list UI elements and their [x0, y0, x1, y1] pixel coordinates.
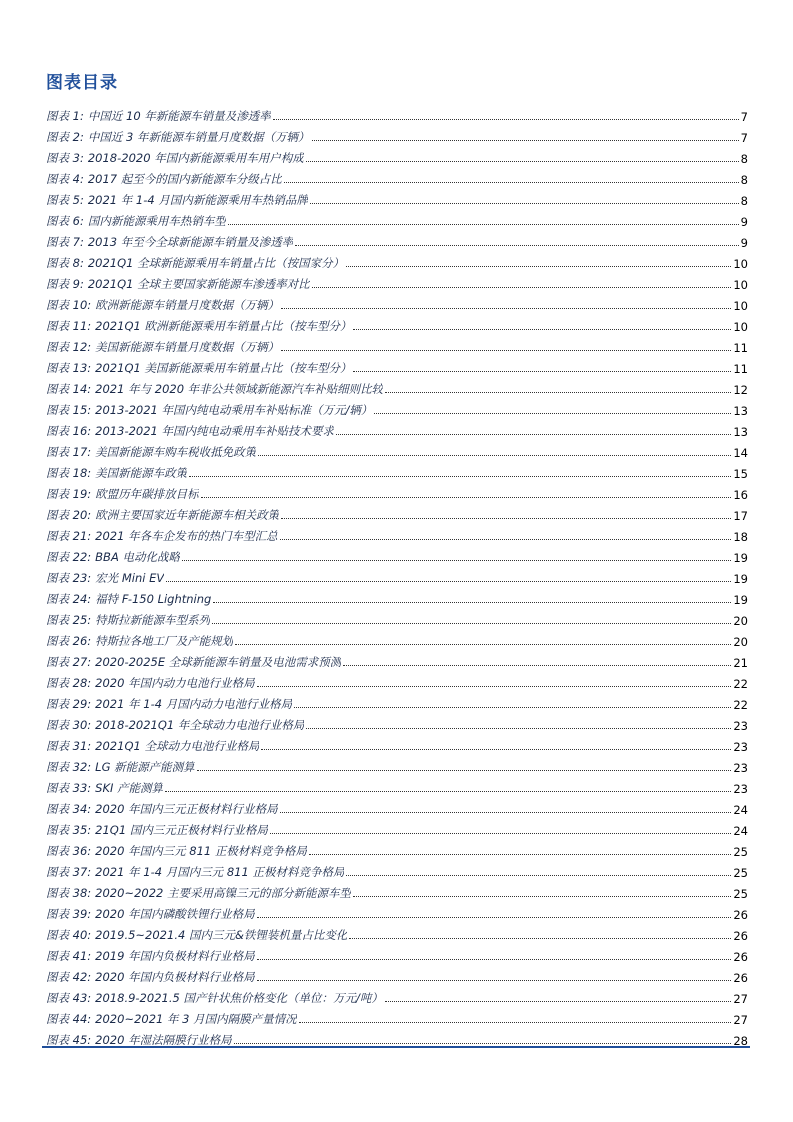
toc-entry-label: 图表 14: [46, 382, 92, 396]
toc-entry-text: LG 新能源产能测算 [95, 760, 195, 774]
toc-entry-text: 2020~2022 主要采用高镍三元的部分新能源车型 [95, 886, 351, 900]
toc-entry-page-number: 12 [733, 383, 748, 397]
toc-dot-leader [312, 287, 732, 288]
toc-entry-label: 图表 18: [46, 466, 92, 480]
toc-entry-text: 2021 年各车企发布的热门车型汇总 [95, 529, 278, 543]
toc-entry-text: 中国近 3 年新能源车销量月度数据（万辆） [87, 130, 310, 144]
toc-entry[interactable] [46, 229, 748, 250]
toc-entry-label: 图表 7: [46, 235, 84, 249]
toc-entry-page-number: 27 [733, 1013, 748, 1027]
toc-entry-label: 图表 17: [46, 445, 92, 459]
toc-entry-page-number: 23 [733, 740, 748, 754]
toc-list [46, 103, 748, 1048]
toc-entry-page-number: 25 [733, 845, 748, 859]
toc-entry[interactable] [46, 355, 748, 376]
toc-entry-label: 图表 25: [46, 613, 92, 627]
toc-entry[interactable] [46, 817, 748, 838]
toc-entry-text: 2021 年 1-4 月国内新能源乘用车热销品牌 [87, 193, 308, 207]
toc-entry[interactable] [46, 712, 748, 733]
toc-entry-text: 宏光 Mini EV [95, 571, 165, 585]
toc-entry-label: 图表 34: [46, 802, 92, 816]
toc-entry[interactable] [46, 880, 748, 901]
toc-dot-leader [385, 1001, 732, 1002]
toc-entry[interactable] [46, 1027, 748, 1048]
toc-entry-text: 2020 年国内动力电池行业格局 [95, 676, 255, 690]
toc-entry-page-number: 17 [733, 509, 748, 523]
toc-entry-label: 图表 26: [46, 634, 92, 648]
toc-entry-text: 福特 F-150 Lightning [95, 592, 212, 606]
toc-entry[interactable] [46, 124, 748, 145]
toc-entry-text: 国内新能源乘用车热销车型 [87, 214, 226, 228]
toc-entry[interactable] [46, 607, 748, 628]
toc-entry[interactable] [46, 334, 748, 355]
toc-entry-page-number: 16 [733, 488, 748, 502]
toc-dot-leader [189, 476, 731, 477]
toc-entry[interactable] [46, 775, 748, 796]
toc-entry[interactable] [46, 460, 748, 481]
toc-entry-text: 美国新能源车销量月度数据（万辆） [95, 340, 280, 354]
toc-entry[interactable] [46, 292, 748, 313]
toc-entry-text: 21Q1 国内三元正极材料行业格局 [95, 823, 268, 837]
toc-entry-label: 图表 10: [46, 298, 92, 312]
toc-dot-leader [213, 602, 731, 603]
toc-entry-label: 图表 23: [46, 571, 92, 585]
toc-entry[interactable] [46, 985, 748, 1006]
toc-entry[interactable] [46, 208, 748, 229]
toc-entry[interactable] [46, 796, 748, 817]
toc-entry-page-number: 15 [733, 467, 748, 481]
toc-entry-text: 美国新能源车政策 [95, 466, 188, 480]
toc-entry[interactable] [46, 313, 748, 334]
toc-entry[interactable] [46, 439, 748, 460]
toc-entry-text: 欧洲主要国家近年新能源车相关政策 [95, 508, 280, 522]
toc-entry-text: 特斯拉各地工厂及产能规划 [95, 634, 234, 648]
toc-entry-page-number: 19 [733, 551, 748, 565]
toc-entry-text: 2021Q1 美国新能源乘用车销量占比（按车型分） [95, 361, 352, 375]
toc-entry-label: 图表 15: [46, 403, 92, 417]
toc-entry-text: 2013-2021 年国内纯电动乘用车补贴技术要求 [95, 424, 335, 438]
toc-entry-label: 图表 20: [46, 508, 92, 522]
toc-entry[interactable] [46, 565, 748, 586]
toc-entry-page-number: 11 [733, 341, 748, 355]
toc-entry-label: 图表 42: [46, 970, 92, 984]
toc-entry-page-number: 14 [733, 446, 748, 460]
toc-entry-text: 2020 年湿法隔膜行业格局 [95, 1033, 232, 1047]
toc-dot-leader [234, 1043, 732, 1044]
toc-entry-label: 图表 36: [46, 844, 92, 858]
toc-entry-text: 欧盟历年碳排放目标 [95, 487, 199, 501]
toc-dot-leader [197, 770, 732, 771]
toc-entry-page-number: 19 [733, 593, 748, 607]
toc-entry-label: 图表 39: [46, 907, 92, 921]
toc-entry[interactable] [46, 187, 748, 208]
toc-entry[interactable] [46, 901, 748, 922]
toc-entry[interactable] [46, 502, 748, 523]
toc-entry-label: 图表 4: [46, 172, 84, 186]
toc-entry-page-number: 10 [733, 299, 748, 313]
toc-dot-leader [343, 665, 731, 666]
toc-entry-text: 2017 起至今的国内新能源车分级占比 [87, 172, 282, 186]
toc-dot-leader [270, 833, 732, 834]
toc-entry-text: 中国近 10 年新能源车销量及渗透率 [87, 109, 271, 123]
toc-dot-leader [309, 854, 732, 855]
toc-entry-label: 图表 27: [46, 655, 92, 669]
toc-entry-page-number: 8 [740, 173, 748, 187]
toc-entry-label: 图表 44: [46, 1012, 92, 1026]
toc-title: 图表目录 [46, 73, 118, 93]
toc-entry-page-number: 8 [740, 152, 748, 166]
toc-entry[interactable] [46, 628, 748, 649]
toc-entry[interactable] [46, 544, 748, 565]
toc-entry-page-number: 7 [740, 131, 748, 145]
toc-entry-label: 图表 41: [46, 949, 92, 963]
toc-entry-text: 2020 年国内三元 811 正极材料竞争格局 [95, 844, 307, 858]
toc-dot-leader [346, 266, 731, 267]
toc-entry-text: 2018.9-2021.5 国产针状焦价格变化（单位：万元/吨） [95, 991, 383, 1005]
toc-entry[interactable] [46, 397, 748, 418]
toc-entry[interactable] [46, 733, 748, 754]
toc-entry-label: 图表 9: [46, 277, 84, 291]
toc-entry[interactable] [46, 1006, 748, 1027]
toc-entry-text: 2021Q1 欧洲新能源乘用车销量占比（按车型分） [95, 319, 352, 333]
toc-dot-leader [306, 728, 731, 729]
toc-entry-label: 图表 28: [46, 676, 92, 690]
toc-dot-leader [299, 1022, 732, 1023]
toc-entry-label: 图表 8: [46, 256, 84, 270]
toc-dot-leader [336, 434, 731, 435]
toc-entry-page-number: 18 [733, 530, 748, 544]
toc-dot-leader [258, 455, 731, 456]
toc-entry-text: 2021Q1 全球主要国家新能源车渗透率对比 [87, 277, 310, 291]
toc-entry-text: 2020 年国内磷酸铁锂行业格局 [95, 907, 255, 921]
toc-dot-leader [280, 539, 732, 540]
toc-dot-leader [212, 623, 731, 624]
toc-entry-page-number: 10 [733, 278, 748, 292]
toc-dot-leader [182, 560, 731, 561]
toc-entry-label: 图表 37: [46, 865, 92, 879]
toc-entry-page-number: 11 [733, 362, 748, 376]
toc-entry[interactable] [46, 649, 748, 670]
toc-entry-label: 图表 43: [46, 991, 92, 1005]
toc-entry[interactable] [46, 859, 748, 880]
toc-entry-label: 图表 31: [46, 739, 92, 753]
toc-dot-leader [374, 413, 731, 414]
toc-entry-text: 2021 年 1-4 月国内动力电池行业格局 [95, 697, 293, 711]
toc-entry[interactable] [46, 103, 748, 124]
toc-dot-leader [346, 875, 731, 876]
toc-dot-leader [294, 707, 731, 708]
toc-entry-label: 图表 35: [46, 823, 92, 837]
toc-entry-page-number: 22 [733, 677, 748, 691]
toc-dot-leader [281, 350, 731, 351]
toc-entry-text: 2020-2025E 全球新能源车销量及电池需求预测 [95, 655, 342, 669]
toc-dot-leader [353, 896, 731, 897]
toc-entry-text: 2021 年 1-4 月国内三元 811 正极材料竞争格局 [95, 865, 345, 879]
toc-entry-text: 2013-2021 年国内纯电动乘用车补贴标准（万元/辆） [95, 403, 373, 417]
toc-dot-leader [353, 371, 731, 372]
toc-entry-page-number: 13 [733, 404, 748, 418]
toc-entry-text: 2020 年国内负极材料行业格局 [95, 970, 255, 984]
toc-entry-page-number: 10 [733, 320, 748, 334]
toc-entry-label: 图表 21: [46, 529, 92, 543]
toc-entry-label: 图表 16: [46, 424, 92, 438]
toc-entry[interactable] [46, 670, 748, 691]
toc-dot-leader [201, 497, 732, 498]
toc-entry-label: 图表 5: [46, 193, 84, 207]
toc-entry-text: 2019 年国内负极材料行业格局 [95, 949, 255, 963]
toc-dot-leader [280, 812, 732, 813]
toc-entry-text: 2020~2021 年 3 月国内隔膜产量情况 [95, 1012, 297, 1026]
toc-entry-label: 图表 38: [46, 886, 92, 900]
toc-dot-leader [257, 917, 732, 918]
toc-entry[interactable] [46, 271, 748, 292]
toc-dot-leader [310, 203, 739, 204]
toc-entry-label: 图表 3: [46, 151, 84, 165]
toc-dot-leader [257, 980, 732, 981]
toc-dot-leader [353, 329, 731, 330]
toc-entry[interactable] [46, 166, 748, 187]
toc-entry-label: 图表 32: [46, 760, 92, 774]
toc-dot-leader [284, 182, 739, 183]
toc-entry-label: 图表 22: [46, 550, 92, 564]
toc-entry-text: 2020 年国内三元正极材料行业格局 [95, 802, 278, 816]
toc-entry-label: 图表 24: [46, 592, 92, 606]
toc-entry-page-number: 9 [740, 215, 748, 229]
toc-entry-page-number: 26 [733, 929, 748, 943]
toc-entry-page-number: 25 [733, 887, 748, 901]
toc-dot-leader [235, 644, 731, 645]
toc-dot-leader [306, 161, 739, 162]
toc-entry-page-number: 23 [733, 719, 748, 733]
toc-entry[interactable] [46, 418, 748, 439]
toc-entry-text: 欧洲新能源车销量月度数据（万辆） [95, 298, 280, 312]
toc-entry-label: 图表 40: [46, 928, 92, 942]
toc-entry-page-number: 23 [733, 782, 748, 796]
toc-entry-text: SKI 产能测算 [95, 781, 164, 795]
toc-entry-text: 特斯拉新能源车型系列 [95, 613, 211, 627]
toc-entry-text: BBA 电动化战略 [95, 550, 180, 564]
toc-entry-label: 图表 19: [46, 487, 92, 501]
toc-entry[interactable] [46, 523, 748, 544]
toc-entry-page-number: 24 [733, 824, 748, 838]
toc-entry-label: 图表 30: [46, 718, 92, 732]
toc-dot-leader [261, 749, 731, 750]
toc-entry-page-number: 8 [740, 194, 748, 208]
toc-entry-page-number: 10 [733, 257, 748, 271]
toc-entry-text: 2021Q1 全球新能源乘用车销量占比（按国家分） [87, 256, 345, 270]
toc-entry-label: 图表 29: [46, 697, 92, 711]
toc-entry-label: 图表 45: [46, 1033, 92, 1047]
toc-entry[interactable] [46, 376, 748, 397]
toc-entry-label: 图表 33: [46, 781, 92, 795]
toc-entry-text: 美国新能源车购车税收抵免政策 [95, 445, 257, 459]
toc-entry-text: 2013 年至今全球新能源车销量及渗透率 [87, 235, 294, 249]
toc-entry-page-number: 9 [740, 236, 748, 250]
toc-entry[interactable] [46, 838, 748, 859]
toc-entry-page-number: 24 [733, 803, 748, 817]
toc-dot-leader [273, 119, 739, 120]
toc-entry-label: 图表 13: [46, 361, 92, 375]
toc-dot-leader [295, 245, 738, 246]
toc-dot-leader [228, 224, 739, 225]
toc-entry-page-number: 23 [733, 761, 748, 775]
toc-entry-page-number: 25 [733, 866, 748, 880]
toc-dot-leader [165, 791, 731, 792]
toc-dot-leader [257, 686, 732, 687]
toc-entry-label: 图表 2: [46, 130, 84, 144]
toc-entry-page-number: 26 [733, 908, 748, 922]
toc-dot-leader [312, 140, 739, 141]
toc-dot-leader [281, 308, 731, 309]
toc-entry[interactable] [46, 922, 748, 943]
toc-entry[interactable] [46, 943, 748, 964]
toc-entry-text: 2019.5~2021.4 国内三元&铁锂装机量占比变化 [95, 928, 348, 942]
toc-entry-label: 图表 12: [46, 340, 92, 354]
toc-entry-text: 2018-2021Q1 年全球动力电池行业格局 [95, 718, 305, 732]
toc-entry[interactable] [46, 691, 748, 712]
toc-entry[interactable] [46, 586, 748, 607]
toc-entry[interactable] [46, 145, 748, 166]
toc-entry-page-number: 28 [733, 1034, 748, 1048]
toc-entry-label: 图表 11: [46, 319, 92, 333]
toc-entry-page-number: 20 [733, 614, 748, 628]
toc-entry-page-number: 13 [733, 425, 748, 439]
toc-entry-label: 图表 6: [46, 214, 84, 228]
toc-entry[interactable] [46, 754, 748, 775]
toc-entry-page-number: 26 [733, 950, 748, 964]
toc-dot-leader [281, 518, 731, 519]
toc-entry-text: 2021 年与 2020 年非公共领域新能源汽车补贴细则比较 [95, 382, 384, 396]
toc-entry-page-number: 22 [733, 698, 748, 712]
toc-dot-leader [349, 938, 731, 939]
toc-entry-page-number: 21 [733, 656, 748, 670]
toc-entry-page-number: 26 [733, 971, 748, 985]
toc-entry[interactable] [46, 964, 748, 985]
toc-entry-text: 2018-2020 年国内新能源乘用车用户构成 [87, 151, 304, 165]
toc-entry-text: 2021Q1 全球动力电池行业格局 [95, 739, 260, 753]
toc-dot-leader [385, 392, 731, 393]
footer-rule [42, 1046, 750, 1048]
toc-entry-page-number: 27 [733, 992, 748, 1006]
toc-dot-leader [257, 959, 732, 960]
toc-entry-page-number: 7 [740, 110, 748, 124]
toc-entry[interactable] [46, 250, 748, 271]
toc-entry[interactable] [46, 481, 748, 502]
toc-entry-label: 图表 1: [46, 109, 84, 123]
toc-entry-page-number: 20 [733, 635, 748, 649]
toc-dot-leader [166, 581, 731, 582]
toc-entry-page-number: 19 [733, 572, 748, 586]
